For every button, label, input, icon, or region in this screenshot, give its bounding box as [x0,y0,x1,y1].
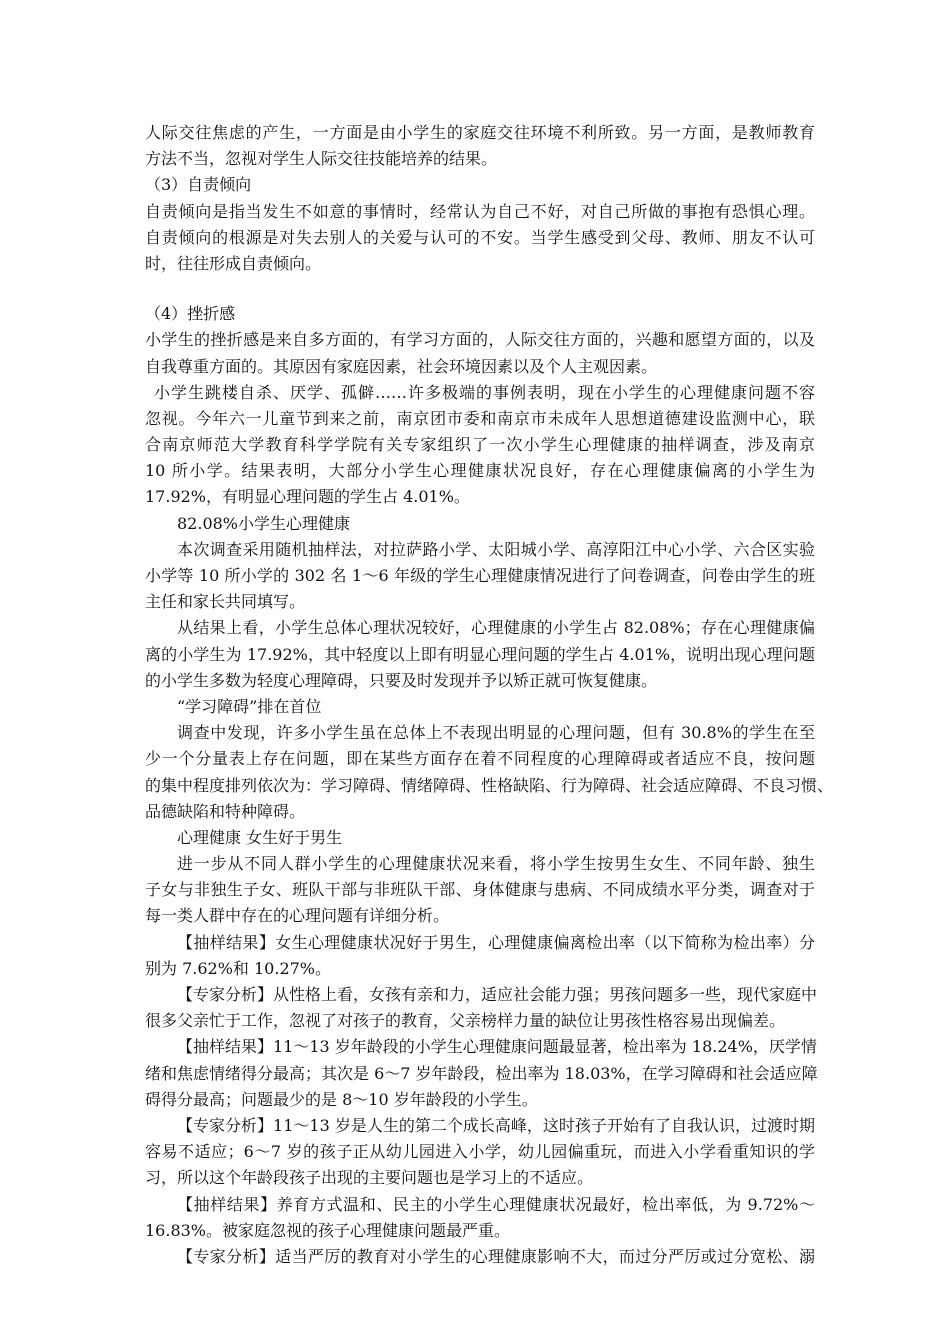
text-line: 【抽样结果】养育方式温和、民主的小学生心理健康状况最好，检出率低，为 9.72%～ [177,1194,815,1214]
text-line: 少一个分量表上存在问题，即在某些方面存在着不同程度的心理障碍或者适应不良，按问题 [145,749,815,769]
text-line: 每一类人群中存在的心理问题有详细分析。 [145,906,450,926]
text-line: 【抽样结果】11～13 岁年龄段的小学生心理健康问题最显著，检出率为 18.24%，厌学情 [177,1037,817,1057]
text-line: 自我尊重方面的。其原因有家庭因素，社会环境因素以及个人主观因素。 [145,356,658,376]
text-line: 【专家分析】11～13 岁是人生的第二个成长高峰，这时孩子开始有了自我认识，过渡时期 [177,1115,815,1135]
text-line: 【专家分析】适当严厉的教育对小学生的心理健康影响不大，而过分严厉或过分宽松、溺 [177,1246,815,1266]
text-line: 自责倾向是指当发生不如意的事情时，经常认为自己不好，对自己所做的事抱有恐惧心理。 [145,201,815,221]
text-line: 17.92%，有明显心理问题的学生占 4.01%。 [145,487,470,507]
text-line: （4）挫折感 [145,304,236,324]
text-line: 从结果上看，小学生总体心理状况较好，心理健康的小学生占 82.08%；存在心理健康偏 [177,618,815,638]
text-line: 【抽样结果】女生心理健康状况好于男生，心理健康偏离检出率（以下简称为检出率）分 [177,932,815,952]
paragraph-gap [145,277,815,301]
text-line: 主任和家长共同填写。 [145,592,306,612]
text-line: 绪和焦虑情绪得分最高；其次是 6～7 岁年龄段，检出率为 18.03%，在学习障碍和社会适应障 [145,1063,818,1083]
text-line: 82.08%小学生心理健康 [177,513,351,533]
text-line: 品德缺陷和特种障碍。 [145,801,306,821]
text-line: 习，所以这个年龄段孩子出现的主要问题也是学习上的不适应。 [145,1168,594,1188]
text-line: 时，往往形成自责倾向。 [145,253,322,273]
text-line: 小学生跳楼自杀、厌学、孤僻……许多极端的事例表明，现在小学生的心理健康问题不容 [154,382,815,402]
text-line: 子女与非独生子女、班队干部与非班队干部、身体健康与患病、不同成绩水平分类，调查对于 [145,880,815,900]
text-line: 合南京师范大学教育科学学院有关专家组织了一次小学生心理健康的抽样调查，涉及南京 [145,435,815,455]
text-line: 碍得分最高；问题最少的是 8～10 岁年龄段的小学生。 [145,1089,538,1109]
text-line: 心理健康 女生好于男生 [177,827,343,847]
text-line: 的小学生多数为轻度心理障碍，只要及时发现并予以矫正就可恢复健康。 [145,670,658,690]
text-line: 方法不当，忽视对学生人际交往技能培养的结果。 [145,149,498,169]
text-line: 调查中发现，许多小学生虽在总体上不表现出明显的心理问题，但有 30.8%的学生在至 [177,723,815,743]
text-line: 容易不适应；6～7 岁的孩子正从幼儿园进入小学，幼儿园偏重玩，而进入小学看重知识的学 [145,1142,815,1162]
text-line: 【专家分析】从性格上看，女孩有亲和力，适应社会能力强；男孩问题多一些，现代家庭中 [177,985,818,1004]
text-line: 10 所小学。结果表明，大部分小学生心理健康状况良好，存在心理健康偏离的小学生为 [145,461,815,481]
text-line: 小学等 10 所小学的 302 名 1～6 年级的学生心理健康情况进行了问卷调查，问卷由学生的班 [145,566,815,585]
document-body [145,120,834,1270]
text-line: 16.83%。被家庭忽视的孩子心理健康问题最严重。 [145,1220,511,1240]
text-line: 小学生的挫折感是来自多方面的，有学习方面的，人际交往方面的，兴趣和愿望方面的，以及 [145,330,815,350]
text-line: （3）自责倾向 [145,175,252,195]
text-line: 人际交往焦虑的产生，一方面是由小学生的家庭交往环境不利所致。另一方面，是教师教育 [145,123,815,142]
text-line: 别为 7.62%和 10.27%。 [145,958,332,978]
text-line: 忽视。今年六一儿童节到来之前，南京团市委和南京市未成年人思想道德建设监测中心，联 [145,408,815,428]
text-line: 离的小学生为 17.92%，其中轻度以上即有明显心理问题的学生占 4.01%，说明出现心理问题 [145,644,815,664]
text-line: 自责倾向的根源是对失去别人的关爱与认可的不安。当学生感受到父母、教师、朋友不认可 [145,227,815,247]
text-line: 进一步从不同人群小学生的心理健康状况来看，将小学生按男生女生、不同年龄、独生 [177,854,815,874]
text-line: “学习障碍”排在首位 [177,696,322,716]
text-line: 的集中程度排列依次为：学习障碍、情绪障碍、性格缺陷、行为障碍、社会适应障碍、不良习惯、 [145,775,834,795]
text-line: 很多父亲忙于工作，忽视了对孩子的教育，父亲榜样力量的缺位让男孩性格容易出现偏差。 [145,1011,786,1031]
text-line: 本次调查采用随机抽样法，对拉萨路小学、太阳城小学、高淳阳江中心小学、六合区实验 [177,539,815,559]
